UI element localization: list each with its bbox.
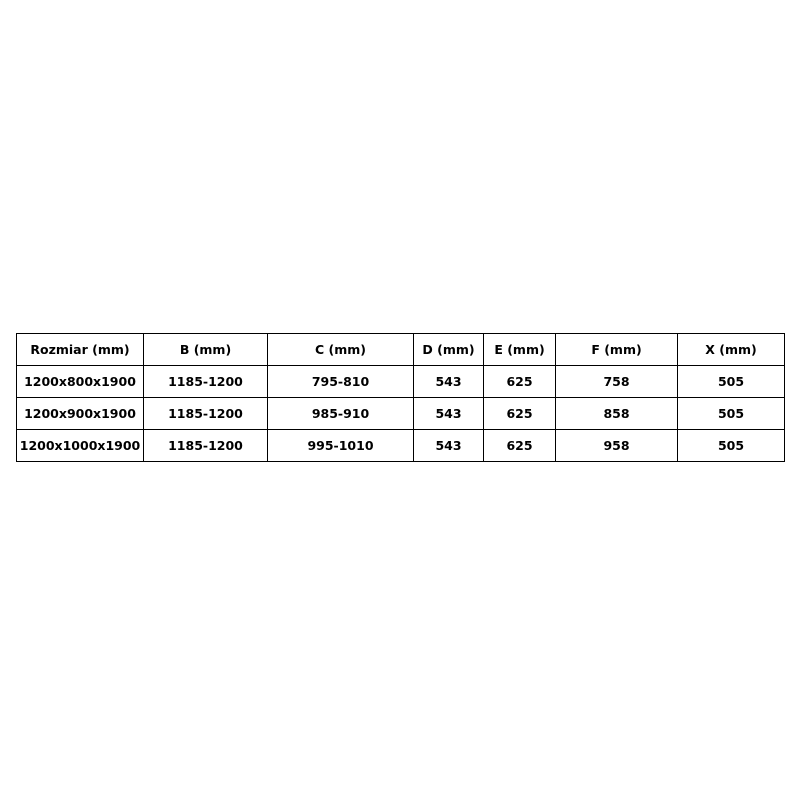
table-row — [17, 398, 785, 430]
table-row — [17, 430, 785, 462]
table-header — [17, 334, 785, 366]
cell-x: 505 — [678, 366, 785, 398]
column-header-d: D (mm) — [414, 334, 484, 366]
cell-f: 758 — [556, 366, 678, 398]
cell-e: 625 — [484, 430, 556, 462]
cell-x: 505 — [678, 398, 785, 430]
cell-d: 543 — [414, 366, 484, 398]
cell-b: 1185-1200 — [144, 430, 268, 462]
cell-c: 795-810 — [268, 366, 414, 398]
column-header-c: C (mm) — [268, 334, 414, 366]
column-header-size: Rozmiar (mm) — [17, 334, 144, 366]
cell-size: 1200x800x1900 — [17, 366, 144, 398]
cell-x: 505 — [678, 430, 785, 462]
cell-c: 985-910 — [268, 398, 414, 430]
cell-c: 995-1010 — [268, 430, 414, 462]
column-header-b: B (mm) — [144, 334, 268, 366]
cell-d: 543 — [414, 430, 484, 462]
cell-f: 858 — [556, 398, 678, 430]
cell-e: 625 — [484, 398, 556, 430]
cell-d: 543 — [414, 398, 484, 430]
table-row — [17, 366, 785, 398]
specification-table — [16, 333, 785, 462]
cell-f: 958 — [556, 430, 678, 462]
table-header-row — [17, 334, 785, 366]
cell-e: 625 — [484, 366, 556, 398]
cell-size: 1200x900x1900 — [17, 398, 144, 430]
cell-b: 1185-1200 — [144, 398, 268, 430]
table-body — [17, 366, 785, 462]
column-header-e: E (mm) — [484, 334, 556, 366]
specification-table-container — [16, 333, 784, 462]
cell-b: 1185-1200 — [144, 366, 268, 398]
cell-size: 1200x1000x1900 — [17, 430, 144, 462]
column-header-x: X (mm) — [678, 334, 785, 366]
column-header-f: F (mm) — [556, 334, 678, 366]
